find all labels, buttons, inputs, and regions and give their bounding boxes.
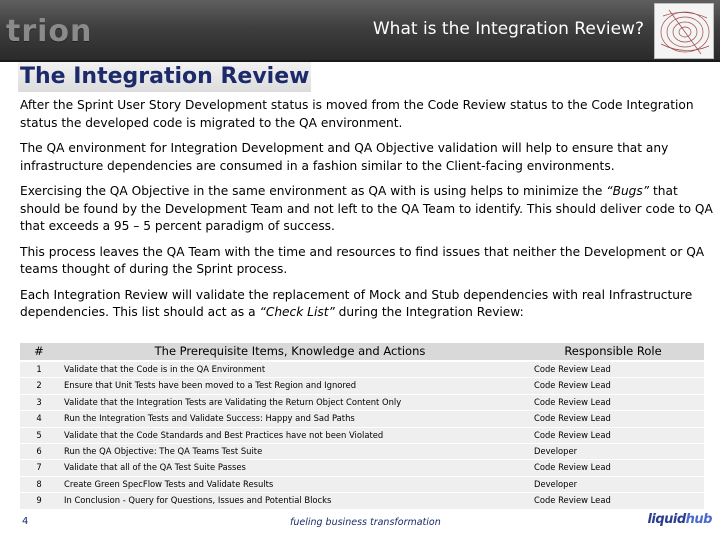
row-number: 2 xyxy=(20,378,58,394)
table-row xyxy=(20,361,704,378)
row-item: Validate that all of the QA Test Suite Passes xyxy=(58,460,522,476)
row-item: Run the QA Objective: The QA Teams Test Suite xyxy=(58,444,522,460)
row-item: Validate that the Code is in the QA Environment xyxy=(58,361,522,378)
column-header-role: Responsible Role xyxy=(522,343,704,361)
row-item: Create Green SpecFlow Tests and Validate Results xyxy=(58,476,522,492)
row-item: Run the Integration Tests and Validate Success: Happy and Sad Paths xyxy=(58,411,522,427)
logo-part-b: hub xyxy=(685,512,712,527)
banner-title: What is the Integration Review? xyxy=(372,19,644,39)
row-role: Code Review Lead xyxy=(522,460,704,476)
row-role: Code Review Lead xyxy=(522,493,704,509)
paragraph: After the Sprint User Story Development status is moved from the Code Review status to the Code Integration status the developed code is migrated to the QA environment. xyxy=(20,98,694,130)
paragraph: This process leaves the QA Team with the time and resources to find issues that neither the Development or QA teams thought of during the Sprint process. xyxy=(20,244,705,276)
paragraph: The QA environment for Integration Development and QA Objective validation will help to ensure that any infrastructure dependencies are consumed in a fashion similar to the Client-facing environments. xyxy=(20,141,669,173)
row-number: 8 xyxy=(20,476,58,492)
header-banner xyxy=(0,0,720,62)
row-role: Code Review Lead xyxy=(522,361,704,378)
trion-logo: trion xyxy=(6,14,93,49)
concentric-rings-icon xyxy=(654,3,714,59)
table-row xyxy=(20,476,704,492)
paragraph: Each Integration Review will validate the replacement of Mock and Stub dependencies with real Infrastructure dependencies. This list should act as a “Check List” during the Integration Review: xyxy=(20,287,693,319)
row-role: Code Review Lead xyxy=(522,427,704,443)
logo-part-a: liquid xyxy=(647,512,686,527)
column-header-items: The Prerequisite Items, Knowledge and Actions xyxy=(58,343,522,361)
row-item: In Conclusion - Query for Questions, Issues and Potential Blocks xyxy=(58,493,522,509)
table-row xyxy=(20,411,704,427)
row-number: 1 xyxy=(20,361,58,378)
emphasis: “Check List” xyxy=(259,305,335,319)
page-number: 4 xyxy=(22,516,29,527)
checklist-table xyxy=(20,343,704,510)
liquidhub-logo xyxy=(647,512,712,527)
emphasis: “Bugs” xyxy=(606,184,650,198)
slide-title: The Integration Review xyxy=(18,62,311,92)
row-item: Validate that the Code Standards and Best Practices have not been Violated xyxy=(58,427,522,443)
row-number: 7 xyxy=(20,460,58,476)
row-number: 4 xyxy=(20,411,58,427)
table-row xyxy=(20,493,704,509)
column-header-number: # xyxy=(20,343,58,361)
row-item: Ensure that Unit Tests have been moved to a Test Region and Ignored xyxy=(58,378,522,394)
row-role: Code Review Lead xyxy=(522,378,704,394)
slide-body xyxy=(20,97,720,330)
row-number: 6 xyxy=(20,444,58,460)
footer-tagline: fueling business transformation xyxy=(290,517,441,528)
table-row xyxy=(20,378,704,394)
row-role: Code Review Lead xyxy=(522,411,704,427)
row-role: Developer xyxy=(522,476,704,492)
table-header-row xyxy=(20,343,704,361)
row-number: 5 xyxy=(20,427,58,443)
row-number: 9 xyxy=(20,493,58,509)
row-number: 3 xyxy=(20,394,58,410)
paragraph: Exercising the QA Objective in the same environment as QA with is using helps to minimize the “Bugs” that should be found by the Development Team and not left to the QA Team to identify. This should deliver code to QA that exceeds a 95 – 5 percent paradigm of success. xyxy=(20,184,713,233)
row-role: Developer xyxy=(522,444,704,460)
row-item: Validate that the Integration Tests are Validating the Return Object Content Only xyxy=(58,394,522,410)
table-row xyxy=(20,460,704,476)
table-row xyxy=(20,444,704,460)
row-role: Code Review Lead xyxy=(522,394,704,410)
table-row xyxy=(20,394,704,410)
table-row xyxy=(20,427,704,443)
